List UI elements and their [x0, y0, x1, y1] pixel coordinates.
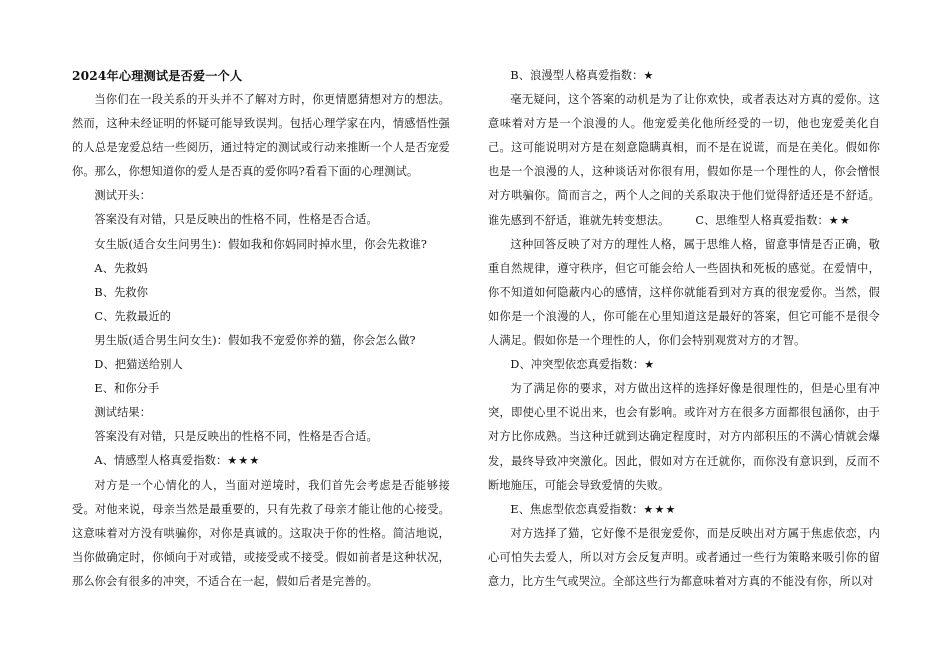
left-column — [72, 64, 450, 594]
type-c-paragraph: 这种回答反映了对方的理性人格，属于思维人格，留意事情是否正确，敬重自然规律，遵守秩序，但它可能会给人一些固执和死板的感觉。在爱情中，你不知道如何隐蔽内心的感情，这样你就能看到对方真的很宠爱你。当然，假如你是一个浪漫的人，你可能在心里知道这是最好的答案，但它可能不是很令人满足。假如你是一个理性的人，你们会特别观赏对方的才智。 — [488, 237, 880, 348]
type-b-text: 毫无疑问，这个答案的动机是为了让你欢快，或者表达对方真的爱你。这意味着对方是一个浪漫的人。他宠爱美化他所经受的一切，他也宠爱美化自己。这可能说明对方是在刻意隐瞒真相，而不是在说谎，而是在美化。假如你也是一个浪漫的人，这种谈话对你很有用，假如你是一个理性的人，你会憎恨对方哄骗你。简而言之，两个人之间的关系取决于他们觉得舒适还是不舒适。谁先感到不舒适，谁就先转变想法。 — [488, 93, 880, 227]
type-c-stars: ★★ — [828, 213, 851, 227]
intro-paragraph: 当你们在一段关系的开头并不了解对方时，你更情愿猜想对方的想法。然而，这种未经证明的怀疑可能导致误判。包括心理学家在内，情感悟性强的人总是宠爱总结一些阅历，通过特定的测试或行动来推断一个人是否宠爱你。那么，你想知道你的爱人是否真的爱你吗?看看下面的心理测试。 — [72, 93, 450, 179]
type-e-stars: ★★★ — [643, 502, 677, 516]
male-question: 男生版(适合男生问女生)：假如我不宠爱你养的猫，你会怎么做? — [94, 333, 416, 347]
type-e-heading-text: E、焦虑型依恋真爱指数： — [510, 502, 644, 516]
type-d-heading-text: D、冲突型依恋真爱指数： — [510, 358, 645, 372]
female-question: 女生版(适合女生问男生)：假如我和你妈同时掉水里，你会先救谁? — [94, 237, 428, 251]
test-start-label: 测试开头： — [94, 189, 152, 203]
type-d-heading — [488, 353, 880, 377]
option-e: E、和你分手 — [94, 382, 160, 396]
type-d-paragraph: 为了满足你的要求，对方做出这样的选择好像是很理性的，但是心里有冲突，即使心里不说出来，也会有影响。或许对方在很多方面都很包涵你，由于对方比你成熟。当这种迁就到达确定程度时，对方内部积压的不满心情就会爆发，最终导致冲突激化。因此，假如对方在迁就你，而你没有意识到，反而不断地施压，可能会导致爱情的失败。 — [488, 382, 880, 492]
option-b: B、先救你 — [94, 285, 149, 299]
type-d-stars: ★ — [644, 358, 656, 372]
type-a-heading-text: A、情感型人格真爱指数： — [94, 454, 228, 468]
option-d: D、把猫送给别人 — [94, 358, 183, 372]
type-a-heading — [72, 449, 450, 473]
type-b-stars: ★ — [643, 69, 655, 82]
no-right-wrong-note-2: 答案没有对错，只是反映出的性格不同，性格是否合适。 — [94, 430, 378, 444]
right-column — [488, 64, 880, 594]
result-label: 测试结果： — [94, 406, 152, 420]
type-b-heading — [488, 64, 880, 88]
type-a-stars: ★★★ — [227, 454, 261, 468]
type-b-paragraph — [488, 88, 880, 233]
type-e-paragraph: 对方选择了猫，它好像不是很宠爱你，而是反映出对方属于焦虑依恋，内心可怕失去爱人，所以对方会反复声明。或者通过一些行为策略来吸引你的留意力，比方生气或哭泣。全部这些行为都意味着对方真的不能没有你，所以对 — [488, 526, 880, 588]
no-right-wrong-note: 答案没有对错，只是反映出的性格不同，性格是否合适。 — [94, 213, 378, 227]
type-b-heading-text: B、浪漫型人格真爱指数： — [510, 69, 644, 82]
document-title: 2024年心理测试是否爱一个人 — [72, 69, 243, 83]
option-a: A、先救妈 — [94, 261, 148, 275]
type-c-heading-text: C、思维型人格真爱指数： — [695, 213, 829, 227]
type-a-paragraph: 对方是一个心情化的人，当面对逆境时，我们首先会考虑是否能够接受。对他来说，母亲当然是最重要的，只有先救了母亲才能让他的心接受。这意味着对方没有哄骗你，对你是真诚的。这取决于你的性格。简洁地说，当你做确定时，你倾向于对或错，或接受或不接受。假如前者是这种状况，那么你会有很多的冲突，不适合在一起，假如后者是完善的。 — [72, 478, 450, 588]
option-c: C、先救最近的 — [94, 309, 172, 323]
type-e-heading — [488, 498, 880, 522]
